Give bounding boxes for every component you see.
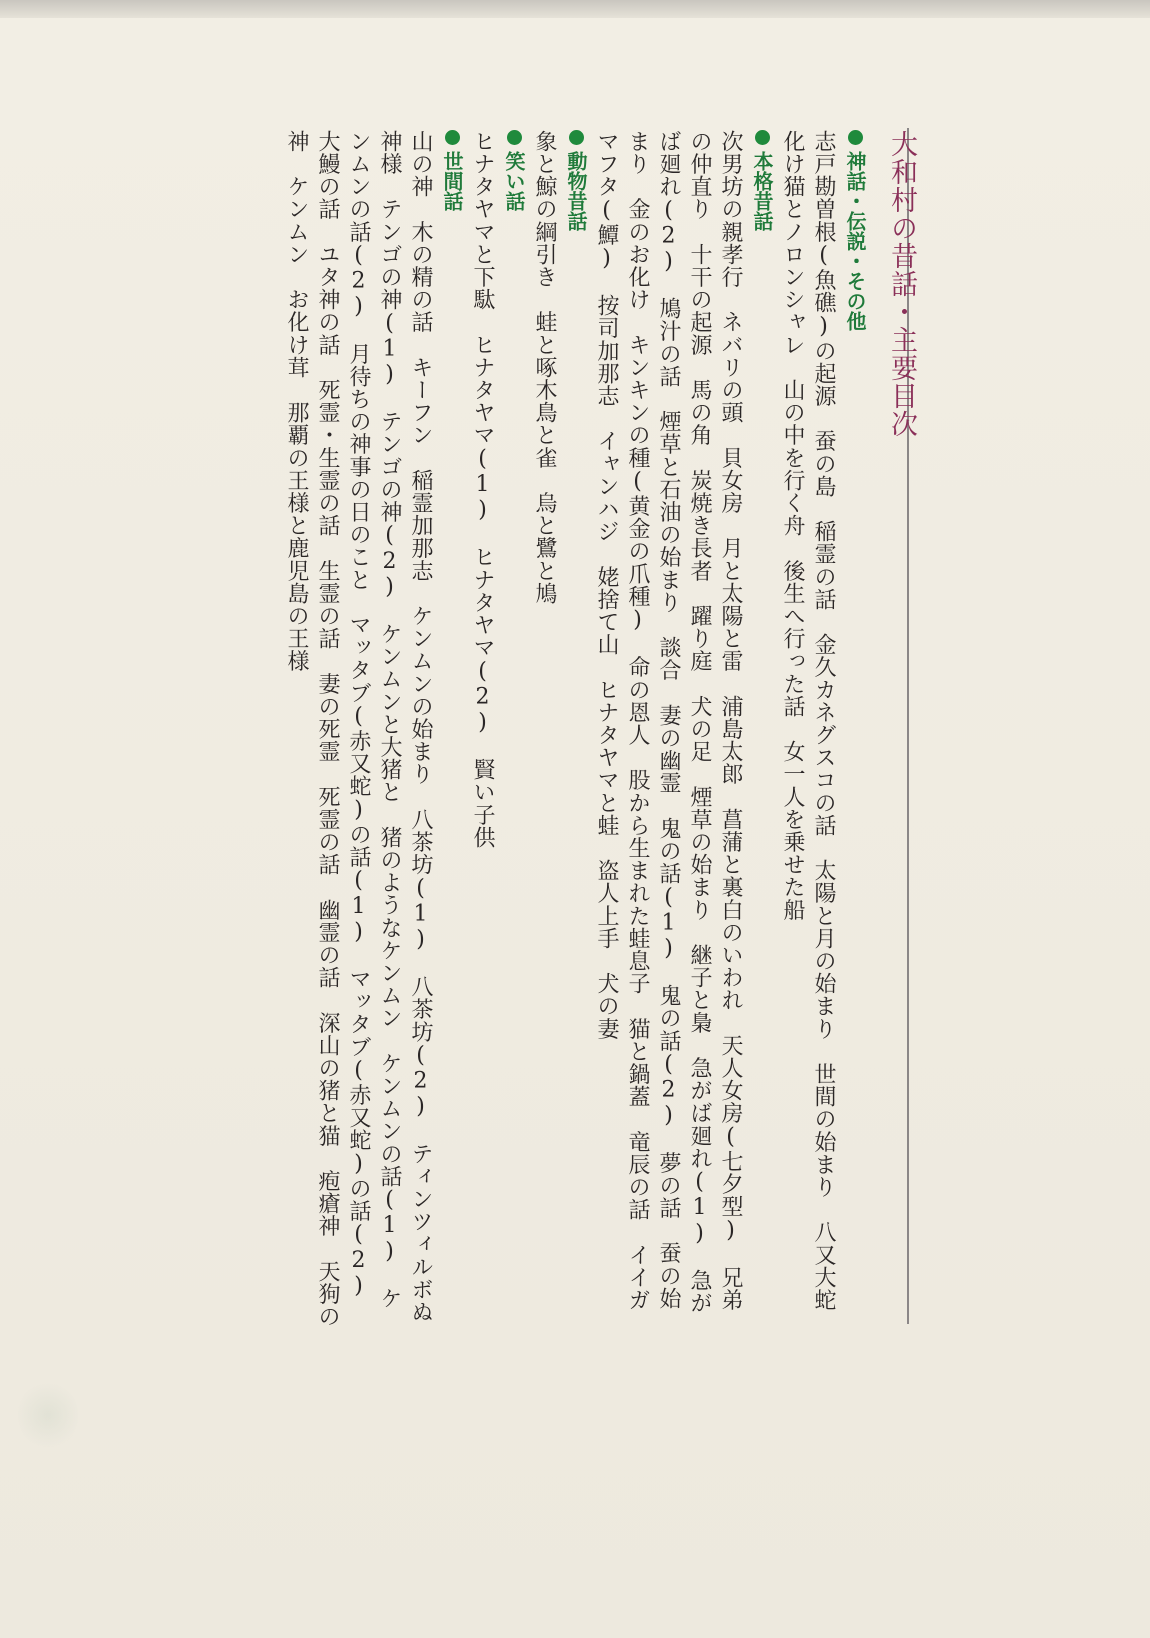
section-folktales — [591, 130, 777, 1330]
table-of-contents — [281, 130, 922, 1334]
section-body: ヒナタヤマと下駄 ヒナタヤマ(1) ヒナタヤマ(2) 賢い子供 — [470, 130, 495, 849]
bullet-icon — [445, 130, 460, 145]
section-body: 山の神 木の精の話 キーフン 稲霊加那志 ケンムンの始まり 八茶坊(1) 八茶坊(2) ティンツィルボぬ神様 テンゴの神(1) テンゴの神(2) ケンムンと大猪と 猪のようなケンムン ケンムンの話(1) ケンムンの話(2) 月待ちの神事の日のこと マッタブ(赤又蛇)の話(1) マッタブ(赤又蛇)の話(2) 大鰻の話 ユタ神の話 死霊・生霊の話 生霊の話 妻の死霊 死霊の話 幽霊の話 深山の猪と猫 疱瘡神 天狗の神 ケンムン お化け茸 那覇の王様と鹿児島の王様 — [284, 130, 433, 1328]
section-body: 象と鯨の綱引き 蛙と啄木鳥と雀 烏と鷺と鳩 — [532, 130, 557, 605]
section-body: 志戸勘曽根(魚礁)の起源 蚕の島 稲霊の話 金久カネグスコの話 太陽と月の始まり 世間の始まり 八又大蛇 化け猫とノロンシャレ 山の中を行く舟 後生へ行った話 女一人を乗せた船 — [780, 130, 836, 1334]
page-top-edge — [0, 0, 1150, 18]
section-heading-label: 本格昔話 — [750, 151, 774, 231]
bullet-icon — [755, 130, 770, 145]
bullet-icon — [569, 130, 584, 145]
section-heading-label: 神話・伝説・その他 — [843, 151, 867, 331]
paper-stain — [18, 1380, 78, 1450]
section-animal-tales — [529, 130, 591, 1330]
section-local-tales — [281, 130, 467, 1330]
section-heading-label: 笑い話 — [502, 151, 526, 211]
bullet-icon — [507, 130, 522, 145]
section-heading — [839, 130, 870, 1330]
section-heading — [560, 130, 591, 1330]
page-title: 大和村の昔話・主要目次 — [886, 130, 917, 438]
section-body: 次男坊の親孝行 ネバリの頭 貝女房 月と太陽と雷 浦島太郎 菖蒲と裏白のいわれ 天人女房(七夕型) 兄弟の仲直り 十干の起源 馬の角 炭焼き長者 躍り庭 犬の足 煙草の始まり 継子と梟 急がば廻れ(1) 急がば廻れ(2) 鳩汁の話 煙草と石油の始まり 談合 妻の幽霊 鬼の話(1) 鬼の話(2) 夢の話 蚕の始まり 金のお化け キンキンの種(黄金の爪種) 命の恩人 股から生まれた蛙息子 猫と鍋蓋 竜辰の話 イイガマフタ(鱏) 按司加那志 イャンハジ 姥捨て山 ヒナタヤマと蛙 盗人上手 犬の妻 — [594, 130, 743, 1315]
section-myths — [777, 130, 870, 1334]
section-heading-label: 動物昔話 — [564, 151, 588, 231]
section-heading — [436, 130, 467, 1330]
section-heading — [498, 130, 529, 1330]
section-heading — [746, 130, 777, 1330]
section-humor — [467, 130, 529, 1330]
bullet-icon — [848, 130, 863, 145]
section-heading-label: 世間話 — [440, 151, 464, 211]
